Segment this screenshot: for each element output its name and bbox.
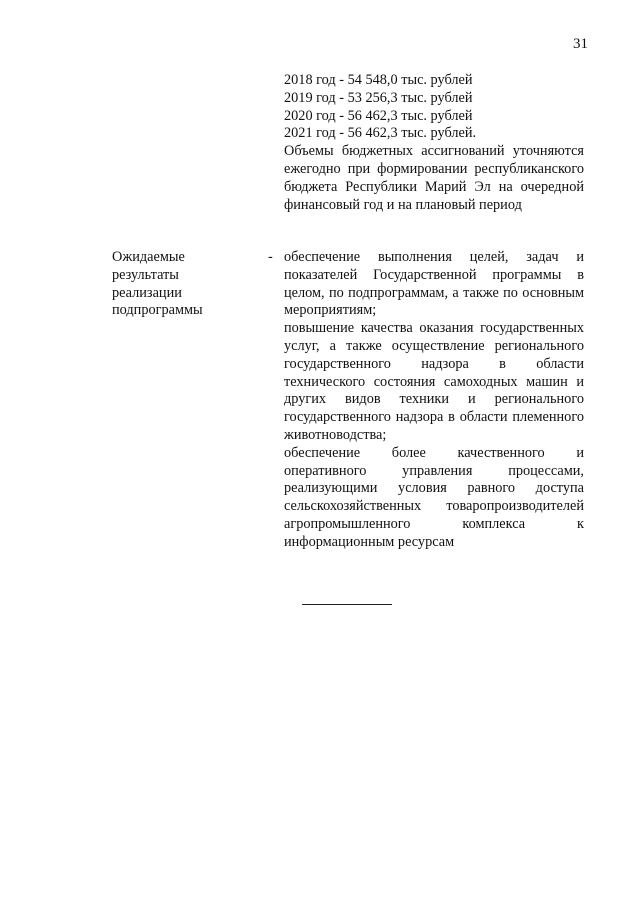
expected-results-list (284, 249, 584, 552)
result-item: обеспечение выполнения целей, задач и показателей Государственной программы в целом, по подпрограммам, а также по основным мероприятиям; (284, 249, 584, 319)
budget-year-2019: 2019 год - 53 256,3 тыс. рублей (284, 89, 473, 106)
result-item: обеспечение более качественного и оперативного управления процессами, реализующими условия равного доступа сельскохозяйственных товаропроизводителей агропромышленного комплекса к информационным ресурсам (284, 444, 584, 550)
budget-year-2021: 2021 год - 56 462,3 тыс. рублей. (284, 125, 477, 142)
budget-section (284, 72, 584, 214)
end-of-section-rule (302, 604, 392, 605)
label-line: реализации (112, 284, 182, 301)
label-line: подпрограммы (112, 302, 203, 319)
label-line: результаты (112, 266, 179, 283)
row-separator-dash: - (268, 249, 273, 265)
budget-year-2020: 2020 год - 56 462,3 тыс. рублей (284, 107, 473, 124)
budget-note: Объемы бюджетных ассигнований уточняются ежегодно при формировании республиканского бюджета Республики Марий Эл на очередной финансовый год и на плановый период (284, 143, 584, 213)
label-line: Ожидаемые (112, 249, 185, 265)
result-item: повышение качества оказания государственных услуг, а также осуществление регионального государственного надзора в области технического состояния самоходных машин и других видов техники и регионального государственного надзора в области племенного животноводства; (284, 320, 584, 443)
budget-year-2018: 2018 год - 54 548,0 тыс. рублей (284, 72, 473, 88)
expected-results-label (112, 249, 252, 320)
page-number: 31 (573, 36, 588, 52)
